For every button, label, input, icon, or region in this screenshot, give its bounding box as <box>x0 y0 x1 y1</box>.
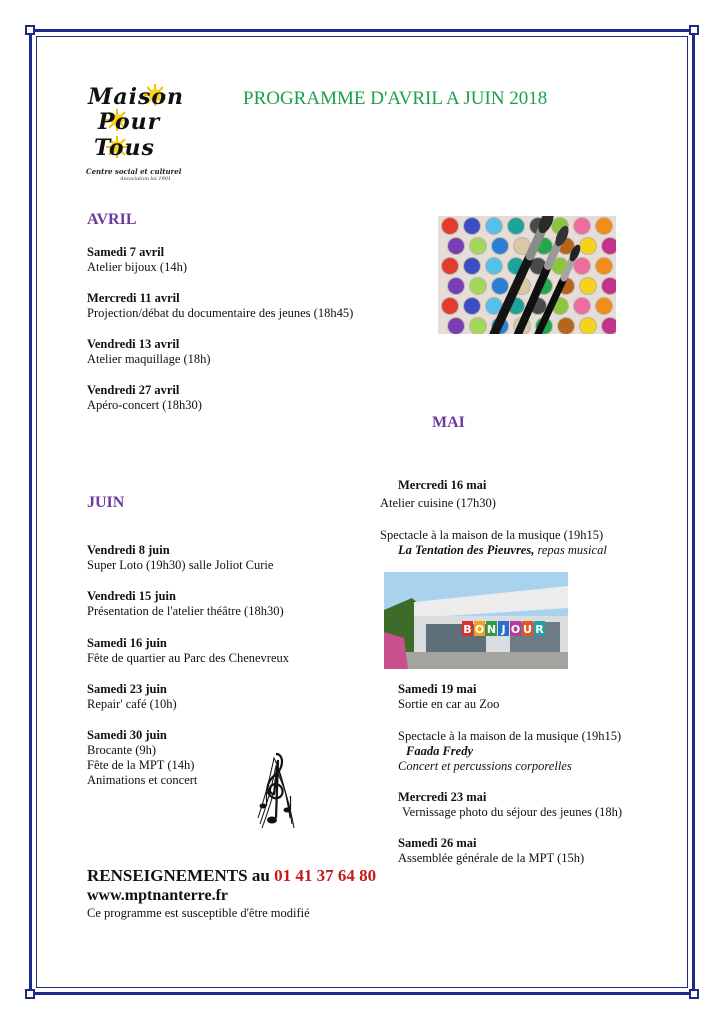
event-desc: Atelier maquillage (18h) <box>87 352 211 366</box>
eyeshadow-pan <box>486 258 503 275</box>
border-corner <box>689 25 699 35</box>
event-mai-4-title: Faada Fredy <box>406 744 474 758</box>
event-mai-4-line: Spectacle à la maison de la musique (19h15) <box>398 729 622 743</box>
logo-line-3: Tous <box>94 135 155 161</box>
spectacle-title: La Tentation des Pieuvres, <box>398 543 535 557</box>
event-date: Samedi 23 juin <box>87 682 167 696</box>
eyeshadow-pan <box>448 318 465 335</box>
eyeshadow-pan <box>464 298 481 315</box>
month-heading-mai: MAI <box>432 414 465 431</box>
logo-subtitle-2: Association loi 1901 <box>120 176 172 182</box>
event-avril-3 <box>87 337 211 367</box>
border-corner <box>25 989 35 999</box>
eyeshadow-pan <box>442 258 459 275</box>
eyeshadow-pan <box>580 318 597 335</box>
border-corner <box>689 989 699 999</box>
phone-number[interactable]: 01 41 37 64 80 <box>274 866 377 885</box>
event-date: Samedi 7 avril <box>87 245 165 259</box>
event-juin-4 <box>87 682 177 712</box>
event-desc: Apéro-concert (18h30) <box>87 398 202 412</box>
maison-pour-tous-logo <box>84 82 192 182</box>
program-title: PROGRAMME D'AVRIL A JUIN 2018 <box>243 88 548 109</box>
event-desc-line: Animations et concert <box>87 773 198 787</box>
event-date: Vendredi 13 avril <box>87 337 180 351</box>
event-desc: Projection/débat du documentaire des jeunes (18h45) <box>87 306 354 320</box>
event-mai-2-line: Spectacle à la maison de la musique (19h15) <box>380 528 604 542</box>
eyeshadow-pan <box>448 238 465 255</box>
event-avril-2 <box>87 291 353 321</box>
event-mai-3-date: Samedi 19 mai <box>398 682 477 696</box>
logo-line-2: Pour <box>98 109 161 135</box>
eyeshadow-pan <box>442 218 459 235</box>
website-link[interactable]: www.mptnanterre.fr <box>87 887 229 904</box>
eyeshadow-pan <box>508 218 525 235</box>
sign-letter: B <box>463 623 472 636</box>
event-juin-5 <box>87 728 197 788</box>
eyeshadow-pan <box>486 218 503 235</box>
info-label: RENSEIGNEMENTS au <box>87 866 275 885</box>
eyeshadow-pan <box>464 258 481 275</box>
eyeshadow-pan <box>602 278 617 295</box>
event-avril-4 <box>87 383 202 413</box>
event-date: Vendredi 8 juin <box>87 543 170 557</box>
event-desc-line: Brocante (9h) <box>87 743 157 757</box>
event-desc: Super Loto (19h30) salle Joliot Curie <box>87 558 274 572</box>
sign-letter: O <box>510 623 521 636</box>
eyeshadow-pan <box>580 278 597 295</box>
event-juin-3 <box>87 636 289 666</box>
eyeshadow-pan <box>558 318 575 335</box>
eyeshadow-pan <box>580 238 597 255</box>
month-heading-avril: AVRIL <box>87 211 137 228</box>
sign-letter: U <box>523 623 532 636</box>
eyeshadow-pan <box>596 218 613 235</box>
event-desc: Fête de quartier au Parc des Chenevreux <box>87 651 290 665</box>
building-photo <box>384 572 568 669</box>
event-juin-1 <box>87 543 273 573</box>
eyeshadow-pan <box>470 278 487 295</box>
eyeshadow-pan <box>596 298 613 315</box>
event-date: Mercredi 11 avril <box>87 291 180 305</box>
event-date: Vendredi 15 juin <box>87 589 176 603</box>
eyeshadow-pan <box>442 298 459 315</box>
event-desc: Présentation de l'atelier théâtre (18h30) <box>87 604 284 618</box>
music-notes-icon <box>254 748 296 830</box>
eyeshadow-pan <box>602 318 617 335</box>
event-desc: Atelier bijoux (14h) <box>87 260 187 274</box>
event-juin-2 <box>87 589 284 619</box>
eyeshadow-pan <box>492 278 509 295</box>
eyeshadow-pan <box>470 318 487 335</box>
event-mai-3-desc: Sortie en car au Zoo <box>398 697 500 711</box>
sign-letter: O <box>474 623 485 636</box>
event-desc-line: Fête de la MPT (14h) <box>87 758 195 772</box>
info-line <box>87 866 376 886</box>
eyeshadow-pan <box>448 278 465 295</box>
event-mai-1-date: Mercredi 16 mai <box>398 478 487 492</box>
event-mai-4-subtitle: Concert et percussions corporelles <box>398 759 572 773</box>
logo-line-1: Maison <box>88 84 185 110</box>
event-desc: Repair' café (10h) <box>87 697 177 711</box>
month-heading-juin: JUIN <box>87 494 125 511</box>
makeup-palette-photo <box>438 216 616 334</box>
sign-letter: N <box>486 623 497 636</box>
eyeshadow-pan <box>574 258 591 275</box>
event-mai-5-date: Mercredi 23 mai <box>398 790 487 804</box>
event-date: Vendredi 27 avril <box>87 383 180 397</box>
eyeshadow-pan <box>596 258 613 275</box>
eyeshadow-pan <box>492 238 509 255</box>
event-avril-1 <box>87 245 187 275</box>
event-mai-5-desc: Vernissage photo du séjour des jeunes (18h) <box>402 805 623 819</box>
sign-letter: J <box>501 623 506 636</box>
event-mai-6-date: Samedi 26 mai <box>398 836 477 850</box>
sign-letter: R <box>535 623 544 636</box>
border-corner <box>25 25 35 35</box>
event-date: Samedi 30 juin <box>87 728 167 742</box>
event-mai-6-desc: Assemblée générale de la MPT (15h) <box>398 851 585 865</box>
eyeshadow-pan <box>602 238 617 255</box>
eyeshadow-pan <box>574 298 591 315</box>
event-mai-2-title-line <box>398 543 607 558</box>
event-date: Samedi 16 juin <box>87 636 167 650</box>
eyeshadow-pan <box>464 218 481 235</box>
disclaimer-text: Ce programme est susceptible d'être modifié <box>87 906 310 920</box>
eyeshadow-pan <box>470 238 487 255</box>
eyeshadow-pan <box>574 218 591 235</box>
spectacle-subtitle: repas musical <box>534 543 607 557</box>
logo-subtitle: Centre social et culturel <box>86 167 182 176</box>
event-mai-1-desc: Atelier cuisine (17h30) <box>380 496 496 510</box>
